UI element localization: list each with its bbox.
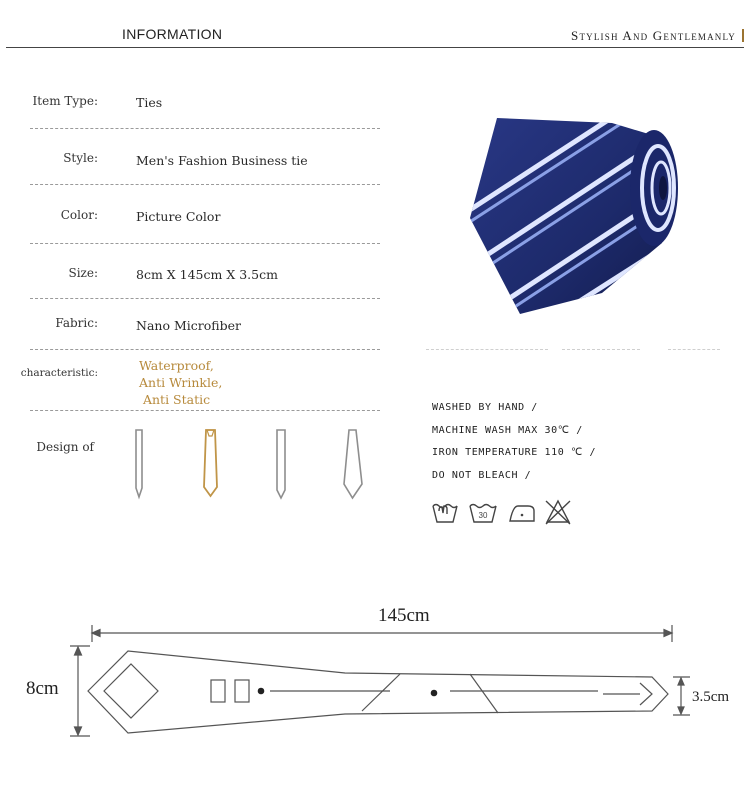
spec-value-item-type: Ties [136,95,163,110]
divider [562,349,640,350]
characteristic-line: Waterproof, [139,358,214,373]
skinny-tie-icon [204,430,217,496]
characteristic-line: Anti Wrinkle, [139,375,223,390]
care-line-iron: IRON TEMPERATURE 110 ℃ / [432,447,597,458]
tip-width-label: 3.5cm [692,689,730,705]
spec-label-item-type: Item Type: [32,94,98,108]
row-divider [30,128,380,129]
spec-value-color: Picture Color [136,209,221,224]
no-bleach-icon [546,501,570,524]
length-arrow [92,625,672,642]
width-arrow [70,646,90,736]
tip-width-arrow [673,677,690,715]
straight-tie-icon [136,430,142,497]
tie-roll [630,130,678,246]
tie-design-options [118,424,380,504]
spec-label-size: Size: [68,266,98,280]
slogan-accent-bar [742,29,744,42]
brand-slogan: Stylish And Gentlemanly [571,28,736,43]
square-end-tie-icon [277,430,285,498]
width-label: 8cm [26,678,59,699]
row-divider [30,410,380,411]
tie-outline [88,651,668,733]
tie-dimension-diagram [0,590,750,790]
divider [668,349,720,350]
spec-value-size: 8cm X 145cm X 3.5cm [136,267,278,282]
spec-label-color: Color: [60,208,98,222]
divider [426,349,548,350]
care-line-hand-wash: WASHED BY HAND / [432,402,538,413]
row-divider [30,349,380,350]
spec-label-characteristic: characteristic: [20,367,98,379]
seam-dot [258,688,265,695]
care-icons [430,497,580,529]
characteristic-line: Anti Static [139,392,211,407]
machine-wash-30-icon [470,505,496,523]
hand-wash-icon [433,505,457,523]
spec-label-style: Style: [63,151,98,165]
spec-value-style: Men's Fashion Business tie [136,153,308,168]
classic-tie-icon [344,430,362,498]
header-divider [6,47,744,48]
spec-value-fabric: Nano Microfiber [136,318,241,333]
row-divider [30,184,380,185]
seam-dot [431,690,438,697]
care-line-machine-wash: MACHINE WASH MAX 30℃ / [432,425,583,436]
tie-product-image [462,78,690,318]
section-title: INFORMATION [122,26,223,42]
row-divider [30,298,380,299]
length-label: 145cm [378,605,430,626]
spec-label-fabric: Fabric: [55,316,98,330]
row-divider [30,243,380,244]
iron-icon [510,506,534,521]
care-line-bleach: DO NOT BLEACH / [432,470,532,481]
design-label: Design of [36,440,94,454]
spec-value-characteristic [139,357,222,408]
wash-temp-label: 30 [478,511,488,520]
